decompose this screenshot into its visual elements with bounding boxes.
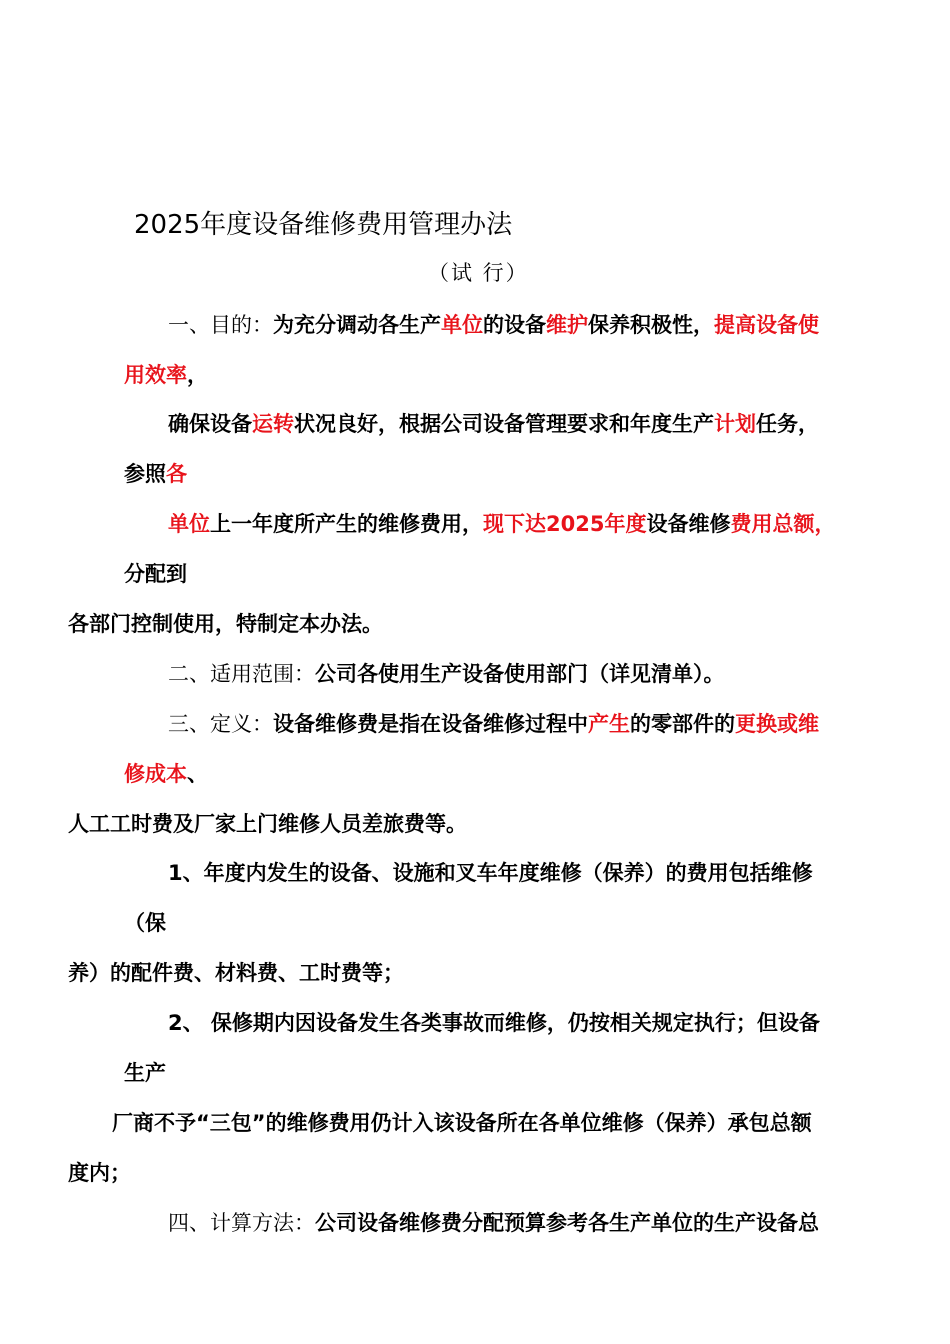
definition-line-3 [68, 809, 467, 839]
definition-line-2 [124, 759, 208, 789]
item-2-line-1 [168, 1008, 820, 1038]
text-segment: 人工工时费及厂家上门维修人员差旅费等。 [68, 812, 467, 836]
text-segment: （保 [124, 911, 166, 935]
text-segment: 厂商不予“三包”的维修费用仍计入该设备所在各单位维修（保养）承包总额 [112, 1111, 812, 1135]
purpose-line-4 [124, 459, 187, 489]
text-segment: 生产 [124, 1061, 166, 1085]
document-title: 2025年度设备维修费用管理办法 [134, 210, 513, 240]
text-segment: 公司各使用生产设备使用部门（详见清单）。 [315, 662, 725, 686]
purpose-line-5 [168, 509, 835, 539]
text-segment: 参照 [124, 462, 166, 486]
text-segment: 现下达2025年度 [483, 512, 647, 536]
text-segment: 提高设备使 [714, 313, 819, 337]
text-segment: 的零部件的 [630, 712, 735, 736]
text-segment: 公司设备维修费分配预算参考各生产单位的生产设备总 [315, 1211, 819, 1235]
item-1-line-2 [124, 908, 166, 938]
text-segment: 一、目的： [168, 313, 273, 337]
text-segment: 分配到 [124, 562, 187, 586]
item-2-line-3 [112, 1108, 812, 1138]
text-segment: 为充分调动各生产 [273, 313, 441, 337]
text-segment: 用效率 [124, 363, 187, 387]
purpose-line-6 [124, 559, 187, 589]
text-segment: 任务， [756, 412, 819, 436]
text-segment: 保养积极性， [588, 313, 714, 337]
text-segment: 上一年度所产生的维修费用， [210, 512, 483, 536]
item-2-line-2 [124, 1058, 166, 1088]
text-segment: ， [187, 363, 208, 387]
purpose-line-3 [168, 409, 819, 439]
item-1-line-3 [68, 958, 404, 988]
text-segment: 运转 [252, 412, 294, 436]
text-segment: 单位 [441, 313, 483, 337]
text-segment: 、 [187, 762, 208, 786]
item-1-line-1 [168, 858, 813, 888]
text-segment: 养）的配件费、材料费、工时费等； [68, 961, 404, 985]
text-segment: 费用总额， [730, 512, 836, 536]
text-segment: 二、适用范围： [168, 662, 315, 686]
text-segment: 维护 [546, 313, 588, 337]
purpose-line-1 [168, 310, 819, 340]
purpose-line-7 [68, 609, 383, 639]
text-segment: 各 [166, 462, 187, 486]
method-line-1 [168, 1208, 819, 1238]
text-segment: 各部门控制使用，特制定本办法。 [68, 612, 383, 636]
text-segment: 的设备 [483, 313, 546, 337]
text-segment: 1、年度内发生的设备、设施和叉车年度维修（保养）的费用包括维修 [168, 861, 813, 885]
text-segment: 修成本 [124, 762, 187, 786]
text-segment: 状况良好，根据公司设备管理要求和年度生产 [294, 412, 714, 436]
text-segment: 确保设备 [168, 412, 252, 436]
definition-line-1 [168, 709, 819, 739]
text-segment: 设备维修费是指在设备维修过程中 [273, 712, 588, 736]
item-2-line-4 [68, 1158, 131, 1188]
text-segment: 更换或维 [735, 712, 819, 736]
text-segment: 产生 [588, 712, 630, 736]
text-segment: 2、 保修期内因设备发生各类事故而维修，仍按相关规定执行；但设备 [168, 1011, 820, 1035]
text-segment: 单位 [168, 512, 210, 536]
text-segment: 三、定义： [168, 712, 273, 736]
document-subtitle: （试 行） [428, 261, 529, 285]
purpose-line-2 [124, 360, 208, 390]
text-segment: 计划 [714, 412, 756, 436]
scope-line [168, 659, 725, 689]
text-segment: 四、计算方法： [168, 1211, 315, 1235]
text-segment: 设备维修 [646, 512, 731, 536]
text-segment: 度内； [68, 1161, 131, 1185]
